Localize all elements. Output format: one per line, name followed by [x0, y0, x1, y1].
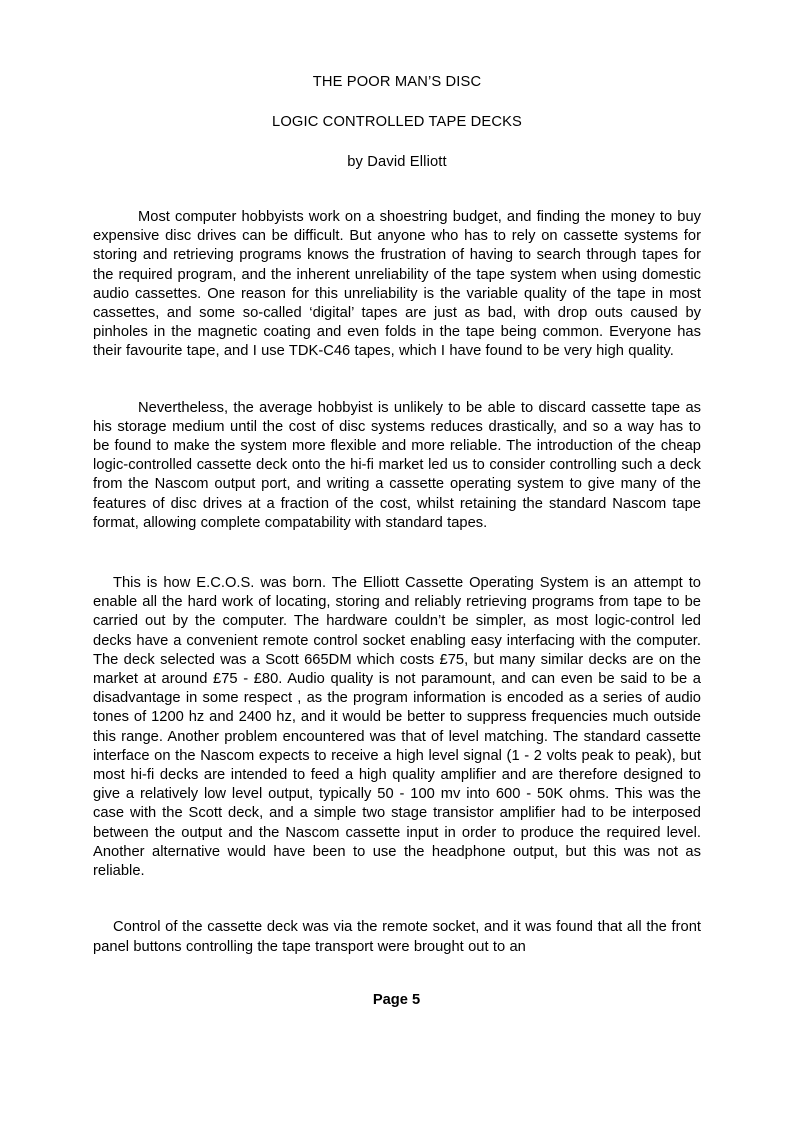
paragraph-4: Control of the cassette deck was via the remote socket, and it was found that all the front panel buttons controlling the tape transport were brought out to an [93, 919, 701, 955]
spacer-after-paragraph-2 [93, 533, 701, 574]
spacer-after-paragraph-3 [93, 881, 701, 918]
paragraph-2: Nevertheless, the average hobbyist is unlikely to be able to discard cassette tape as his storage medium until the cost of disc systems reduces drastically, and so a way has to be found to make the system more flexible and more reliable. The introduction of the cheap logic-controlled cassette deck onto the hi-fi market led us to consider controlling such a deck from the Nascom output port, and writing a cassette operating system to give many of the features of disc drives at a fraction of the cost, whilst retaining the standard Nascom tape format, allowing complete compatability with standard tapes. [93, 399, 701, 531]
spacer-after-author [93, 172, 701, 208]
page-footer: Page 5 [372, 992, 421, 1008]
document-body [93, 72, 701, 957]
spacer-after-paragraph-1 [93, 362, 701, 399]
paragraph-1: Most computer hobbyists work on a shoestring budget, and finding the money to buy expensive disc drives can be difficult. But anyone who has to rely on cassette systems for storing and retrieving programs knows the frustration of having to search through tapes for the required program, and the inherent unreliability of the tape system when using domestic audio cassettes. One reason for this unreliability is the variable quality of the tape in most cassettes, and some so-called ‘digital’ tapes are just as bad, with drop outs caused by pinholes in the magnetic coating and even folds in the tape being common. Everyone has their favourite tape, and I use TDK-C46 tapes, which I have found to be very high quality. [93, 209, 701, 360]
document-title-line-2: LOGIC CONTROLLED TAPE DECKS [272, 114, 522, 130]
document-author: by David Elliott [347, 154, 447, 170]
document-title-line-1: THE POOR MAN’S DISC [312, 74, 482, 90]
paragraph-3: This is how E.C.O.S. was born. The Elliott Cassette Operating System is an attempt to enable all the hard work of locating, storing and reliably retrieving programs from tape to be carried out by the computer. The hardware couldn’t be simpler, as most logic-control led decks have a convenient remote control socket enabling easy interfacing with the computer. The deck selected was a Scott 665DM which costs £75, but many similar decks are on the market at around £75 - £80. Audio quality is not paramount, and can even be said to be a disadvantage in some respect , as the program information is encoded as a series of audio tones of 1200 hz and 2400 hz, and it would be better to suppress frequencies much outside this range. Another problem encountered was that of level matching. The standard cassette interface on the Nascom expects to receive a high level signal (1 - 2 volts peak to peak), but most hi-fi decks are intended to feed a high quality amplifier and are therefore designed to give a relatively low level output, typically 50 - 100 mv into 600 - 50K ohms. This was the case with the Scott deck, and a simple two stage transistor amplifier had to be interposed between the output and the Nascom cassette input in order to produce the required level. Another alternative would have been to use the headphone output, but this was not as reliable. [93, 575, 701, 880]
